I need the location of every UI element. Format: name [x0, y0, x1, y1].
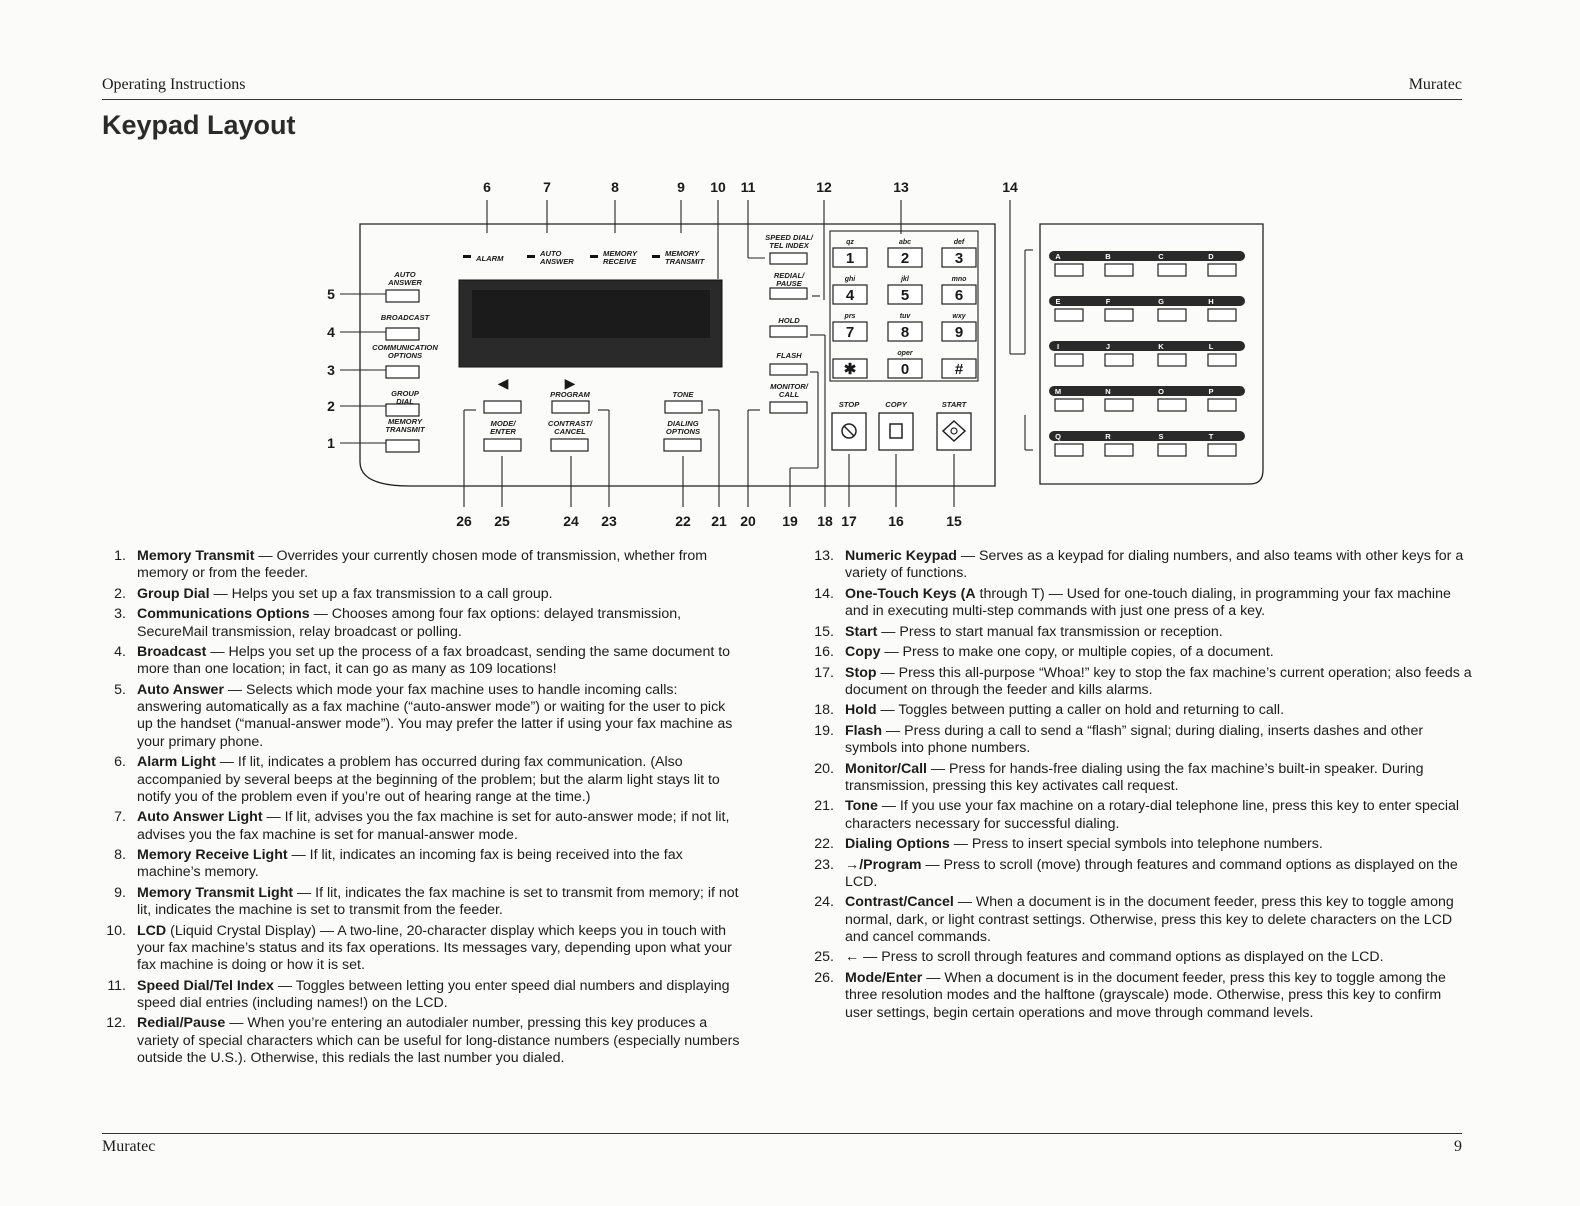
bottom-key-button — [551, 439, 588, 451]
tone-key-label: TONE — [672, 390, 694, 399]
item-text: — Serves as a keypad for dialing numbers, and also teams with other keys for a variety of functions. — [845, 548, 1464, 582]
item-number: 1. — [114, 548, 126, 564]
item-term: LCD — [137, 922, 167, 939]
side-key-button — [770, 253, 807, 264]
left-arrow-key — [484, 401, 521, 413]
item-term: Contrast/Cancel — [845, 894, 954, 911]
callout-number: 7 — [543, 179, 551, 195]
keypad-letters: prs — [844, 313, 856, 320]
description-item — [104, 1015, 744, 1067]
item-term: Stop — [845, 664, 877, 681]
one-touch-letter: C — [1158, 252, 1164, 261]
footer-rule — [102, 1133, 1462, 1134]
item-term: Memory Receive Light — [137, 847, 288, 864]
item-text: (Liquid Crystal Display) — A two-line, 20-character display which keeps you in touch with your fax machine’s status and its fax operations. Its messages vary, depending upon what your fax machine is doing or how it is set. — [137, 922, 732, 974]
left-key-label: COMMUNICATION OPTIONS — [372, 343, 438, 360]
item-text: — Press this all-purpose “Whoa!” key to stop the fax machine’s current operation; also feeds a document on through the feeder and kills alarms. — [845, 664, 1472, 698]
indicator-light — [527, 255, 535, 258]
item-term: Tone — [845, 798, 878, 815]
one-touch-letter: D — [1208, 252, 1214, 261]
description-item — [104, 885, 744, 920]
description-item — [812, 723, 1472, 758]
side-key-button — [770, 364, 807, 375]
item-text: — If you use your fax machine on a rotary-dial telephone line, press this key to enter special characters necessary for successful dialing. — [845, 798, 1460, 832]
bottom-key-button — [484, 439, 521, 451]
item-text: — Chooses among four fax options: delayed transmission, SecureMail transmission, relay broadcast or polling. — [137, 606, 682, 640]
item-term: Redial/Pause — [137, 1015, 226, 1032]
key-descriptions-left — [104, 548, 744, 1071]
description-item — [812, 586, 1472, 621]
description-item — [812, 894, 1472, 946]
one-touch-key — [1105, 264, 1133, 276]
keypad-letters: abc — [898, 239, 912, 246]
item-text: — Press to make one copy, or multiple copies, of a document. — [880, 644, 1274, 661]
one-touch-letter: A — [1055, 252, 1061, 261]
item-text: — Helps you set up the process of a fax broadcast, sending the same document to more than one location; in fact, it can go as many as 109 locations! — [137, 644, 731, 678]
item-text: — If lit, indicates an incoming fax is being received into the fax machine’s memory. — [137, 847, 683, 881]
item-number: 22. — [814, 836, 834, 853]
keypad-digit: 3 — [954, 250, 964, 267]
description-item — [104, 548, 744, 583]
item-number: 20. — [814, 760, 834, 777]
item-text: — If lit, indicates a problem has occurred during fax communication. (Also accompanied by several beeps at the beginning of the problem; but the alarm light stays lit to notify you of the problem even if you’re out of hearing range at the time.) — [137, 754, 720, 805]
item-number: 5. — [114, 681, 126, 698]
tone-key — [665, 401, 702, 413]
one-touch-key — [1105, 399, 1133, 411]
callout-number: 2 — [327, 398, 335, 414]
description-item — [812, 548, 1472, 583]
item-text: — If lit, advises you the fax machine is set for auto-answer mode; if not lit, advises you the fax machine is set for manual-answer mode. — [137, 809, 730, 843]
item-number: 4. — [114, 644, 126, 661]
left-key-label: AUTO ANSWER — [388, 270, 422, 287]
item-text: — When a document is in the document feeder, press this key to toggle among the three resolution modes and the halftone (grayscale) mode. Otherwise, press this key to confirm user settings, begin certain operations and move through command levels. — [845, 969, 1446, 1021]
item-term: Monitor/Call — [845, 760, 927, 777]
one-touch-letter: T — [1208, 432, 1214, 441]
side-key-button — [770, 288, 807, 299]
keypad-letters: ghi — [844, 276, 856, 283]
keypad-letters: mno — [951, 276, 967, 283]
program-key-label: PROGRAM — [550, 390, 590, 399]
side-key-label: SPEED DIAL/ TEL INDEX — [765, 233, 813, 250]
description-item — [812, 665, 1472, 700]
item-text: — Toggles between putting a caller on hold and returning to call. — [876, 702, 1285, 719]
item-text: — Toggles between letting you enter speed dial numbers and displaying speed dial entries (including names!) on the LCD. — [137, 977, 730, 1011]
keypad-letters: qz — [846, 239, 854, 246]
action-key-label: STOP — [838, 400, 860, 409]
side-key-label: REDIAL/ PAUSE — [773, 271, 805, 288]
description-item — [812, 761, 1472, 796]
left-arrow-icon: ◀ — [497, 375, 509, 391]
indicator-light-label: MEMORY TRANSMIT — [665, 249, 705, 266]
item-number: 7. — [114, 809, 126, 826]
item-term: Memory Transmit — [137, 548, 255, 564]
callout-number: 12 — [816, 179, 832, 195]
one-touch-strip — [1049, 386, 1245, 396]
one-touch-key — [1208, 444, 1236, 456]
item-number: 11. — [107, 977, 126, 994]
description-item — [812, 857, 1472, 892]
item-term: Communications Options — [137, 606, 310, 623]
one-touch-key — [1105, 354, 1133, 366]
item-text: — Selects which mode your fax machine uses to handle incoming calls: answering automatically as a fax machine (“auto-answer mode”) or waiting for the user to pick up the handset (“manual-answer mode”). You may prefer the latter if using your fax machine as your primary phone. — [137, 681, 733, 750]
one-touch-key — [1158, 264, 1186, 276]
description-item — [104, 586, 744, 603]
item-text: — Press to scroll through features and command options as displayed on the LCD. — [859, 949, 1384, 966]
bottom-key-label: MODE/ ENTER — [490, 419, 516, 436]
item-number: 12. — [106, 1015, 126, 1032]
description-item — [812, 702, 1472, 719]
one-touch-key — [1055, 264, 1083, 276]
bottom-key-button — [664, 439, 701, 451]
one-touch-key — [1158, 309, 1186, 321]
one-touch-letter: R — [1105, 432, 1111, 441]
one-touch-letter: K — [1158, 342, 1164, 351]
callout-number: 13 — [893, 179, 909, 195]
callout-number: 10 — [710, 179, 726, 195]
keypad-digit: 4 — [845, 287, 855, 304]
keypad-letters: oper — [897, 350, 913, 357]
item-text: — Press to scroll (move) through features and command options as displayed on the LCD. — [845, 856, 1458, 890]
callout-number: 22 — [675, 513, 691, 529]
one-touch-key — [1055, 354, 1083, 366]
keypad-digit: 8 — [900, 324, 910, 341]
description-item — [104, 754, 744, 806]
item-text: — When you’re entering an autodialer number, pressing this key produces a variety of special characters which can be useful for long-distance numbers (especially numbers outside the U.S.). Otherwise, this redials the last number you dialed. — [137, 1015, 740, 1067]
item-term: Copy — [845, 644, 881, 661]
page-title: Keypad Layout — [102, 110, 296, 140]
key-descriptions-right — [812, 548, 1472, 1025]
keypad-digit: ✱ — [843, 361, 857, 378]
callout-number: 16 — [888, 513, 904, 529]
callout-number: 4 — [327, 324, 335, 340]
one-touch-key — [1158, 354, 1186, 366]
keypad-digit: 5 — [900, 287, 910, 304]
one-touch-letter: P — [1208, 387, 1214, 396]
one-touch-letter: G — [1158, 297, 1164, 306]
item-number: 10. — [106, 922, 126, 939]
bottom-key-label: DIALING OPTIONS — [665, 419, 701, 436]
callout-number: 24 — [563, 513, 579, 529]
description-item — [104, 644, 744, 679]
one-touch-key — [1208, 309, 1236, 321]
one-touch-key — [1158, 444, 1186, 456]
item-number: 3. — [114, 606, 126, 623]
item-number: 25. — [814, 949, 834, 966]
keypad-digit: 9 — [954, 324, 964, 341]
bottom-key-label: CONTRAST/ CANCEL — [547, 419, 593, 436]
one-touch-key — [1208, 399, 1236, 411]
one-touch-key — [1208, 264, 1236, 276]
callout-number: 9 — [677, 179, 685, 195]
callout-number: 23 — [601, 513, 617, 529]
callout-number: 15 — [946, 513, 962, 529]
item-text: — Overrides your currently chosen mode of transmission, whether from memory or from the feeder. — [137, 548, 708, 582]
description-item — [104, 682, 744, 751]
one-touch-letter: N — [1105, 387, 1111, 396]
callout-number: 11 — [740, 179, 756, 195]
item-term: One-Touch Keys (A — [845, 585, 976, 602]
indicator-light-label: MEMORY RECEIVE — [603, 249, 638, 266]
item-number: 13. — [814, 548, 834, 564]
side-key-label: HOLD — [778, 316, 800, 325]
item-number: 21. — [814, 798, 834, 815]
keypad-digit: 2 — [900, 250, 910, 267]
callout-number: 25 — [494, 513, 510, 529]
callout-number: 3 — [327, 362, 335, 378]
side-key-label: FLASH — [776, 351, 802, 360]
indicator-light — [652, 255, 660, 258]
one-touch-letter: O — [1158, 387, 1164, 396]
item-term: Broadcast — [137, 644, 207, 661]
item-number: 24. — [814, 894, 834, 911]
action-key-button — [937, 413, 971, 450]
item-number: 16. — [814, 644, 834, 661]
item-number: 9. — [114, 884, 126, 901]
item-term: Hold — [845, 702, 877, 719]
item-term: Mode/Enter — [845, 969, 923, 986]
running-footer-left: Muratec — [102, 1138, 156, 1155]
callout-number: 18 — [817, 513, 833, 529]
description-item — [104, 809, 744, 844]
one-touch-key — [1055, 444, 1083, 456]
item-text: — Press to start manual fax transmission or reception. — [877, 623, 1223, 640]
one-touch-letter: S — [1158, 432, 1164, 441]
left-key-label: GROUP DIAL — [391, 389, 419, 406]
one-touch-letter: L — [1208, 342, 1214, 351]
description-item — [812, 798, 1472, 833]
item-text: — Press to insert special symbols into telephone numbers. — [949, 836, 1323, 853]
keypad-letters: jkl — [901, 276, 909, 283]
indicator-light-label: AUTO ANSWER — [540, 249, 574, 266]
one-touch-letter: Q — [1055, 432, 1061, 441]
item-term: Memory Transmit Light — [137, 884, 294, 901]
one-touch-key — [1105, 309, 1133, 321]
callout-number: 17 — [841, 513, 857, 529]
callout-number: 26 — [456, 513, 472, 529]
one-touch-strip — [1049, 341, 1245, 351]
item-text: — If lit, indicates the fax machine is set to transmit from memory; if not lit, indicates the machine is set to transmit from the feeder. — [137, 884, 739, 919]
one-touch-strip — [1049, 296, 1245, 306]
side-key-label: MONITOR/ CALL — [770, 382, 808, 399]
one-touch-key — [1208, 354, 1236, 366]
indicator-light — [463, 255, 471, 258]
one-touch-key — [1055, 309, 1083, 321]
one-touch-strip — [1049, 251, 1245, 261]
item-number: 23. — [814, 856, 834, 873]
keypad-diagram — [0, 0, 1580, 540]
page-number: 9 — [1454, 1138, 1462, 1155]
item-term: Alarm Light — [137, 754, 216, 771]
item-text: — Helps you set up a fax transmission to a call group. — [209, 585, 553, 602]
keypad-digit: 6 — [954, 287, 964, 304]
item-term: Numeric Keypad — [845, 548, 957, 564]
lcd-window — [472, 290, 710, 338]
callout-number: 1 — [327, 435, 335, 451]
item-term: →/Program — [845, 856, 922, 873]
callout-number: 8 — [611, 179, 619, 195]
program-key — [552, 401, 589, 413]
description-item — [812, 624, 1472, 641]
one-touch-letter: I — [1056, 342, 1060, 351]
keypad-letters: def — [953, 239, 965, 246]
item-term: Dialing Options — [845, 836, 950, 853]
running-header-right: Muratec — [1408, 76, 1462, 93]
side-key-button — [770, 402, 807, 413]
one-touch-letter: B — [1105, 252, 1111, 261]
description-item — [104, 978, 744, 1013]
callout-number: 21 — [711, 513, 727, 529]
one-touch-letter: M — [1054, 387, 1062, 396]
right-arrow-icon: ▶ — [564, 375, 576, 391]
callout-number: 14 — [1002, 179, 1018, 195]
item-number: 8. — [114, 847, 126, 864]
left-key-label: MEMORY TRANSMIT — [385, 417, 425, 434]
item-text: — Press during a call to send a “flash” signal; during dialing, inserts dashes and other symbols into phone numbers. — [845, 722, 1424, 757]
running-header-left: Operating Instructions — [102, 76, 246, 93]
description-item — [104, 847, 744, 882]
item-text: through T) — Used for one-touch dialing, in programming your fax machine and in executing multi-step commands with just one press of a key. — [845, 585, 1451, 620]
item-number: 2. — [114, 585, 126, 602]
item-term: Start — [845, 623, 878, 640]
one-touch-letter: J — [1105, 342, 1111, 351]
one-touch-key — [1105, 444, 1133, 456]
item-term: ← — [845, 949, 860, 966]
item-number: 17. — [814, 664, 834, 681]
one-touch-letter: F — [1105, 297, 1111, 306]
callout-number: 19 — [782, 513, 798, 529]
left-key-button — [386, 290, 419, 302]
one-touch-letter: E — [1055, 297, 1061, 306]
item-term: Auto Answer Light — [137, 809, 263, 826]
item-number: 6. — [114, 754, 126, 771]
item-number: 26. — [814, 969, 834, 986]
indicator-light — [590, 255, 598, 258]
keypad-digit: # — [954, 361, 964, 378]
item-number: 14. — [814, 585, 834, 602]
item-term: Auto Answer — [137, 681, 224, 698]
item-number: 15. — [814, 623, 834, 640]
description-item — [812, 949, 1472, 966]
left-key-button — [386, 440, 419, 452]
one-touch-key — [1158, 399, 1186, 411]
side-key-button — [770, 326, 807, 337]
item-term: Group Dial — [137, 585, 210, 602]
description-item — [104, 923, 744, 975]
indicator-light-label: ALARM — [476, 254, 504, 263]
description-item — [812, 644, 1472, 661]
left-key-label: BROADCAST — [380, 313, 430, 322]
one-touch-strip — [1049, 431, 1245, 441]
description-item — [104, 606, 744, 641]
left-key-button — [386, 366, 419, 378]
item-term: Flash — [845, 722, 883, 739]
keypad-letters: wxy — [952, 313, 966, 320]
action-key-label: COPY — [885, 400, 907, 409]
keypad-digit: 0 — [900, 361, 910, 378]
description-item — [812, 836, 1472, 853]
description-item — [812, 970, 1472, 1022]
callout-number: 20 — [740, 513, 756, 529]
keypad-letters: tuv — [899, 313, 911, 320]
item-text: — Press for hands-free dialing using the fax machine’s built-in speaker. During transmission, pressing this key activates call request. — [845, 760, 1424, 794]
callout-number: 6 — [483, 179, 491, 195]
keypad-digit: 1 — [845, 250, 855, 267]
one-touch-letter: H — [1208, 297, 1214, 306]
one-touch-key — [1055, 399, 1083, 411]
callout-number: 5 — [327, 286, 335, 302]
keypad-digit: 7 — [845, 324, 855, 341]
left-key-button — [386, 328, 419, 340]
item-term: Speed Dial/Tel Index — [137, 977, 274, 994]
item-text: — When a document is in the document feeder, press this key to toggle among normal, dark, or light contrast settings. Otherwise, press this key to delete characters on the LCD and cancel commands. — [845, 894, 1454, 945]
item-number: 18. — [814, 702, 834, 719]
action-key-label: START — [941, 400, 967, 409]
action-key-button — [879, 413, 913, 450]
item-number: 19. — [814, 722, 834, 739]
